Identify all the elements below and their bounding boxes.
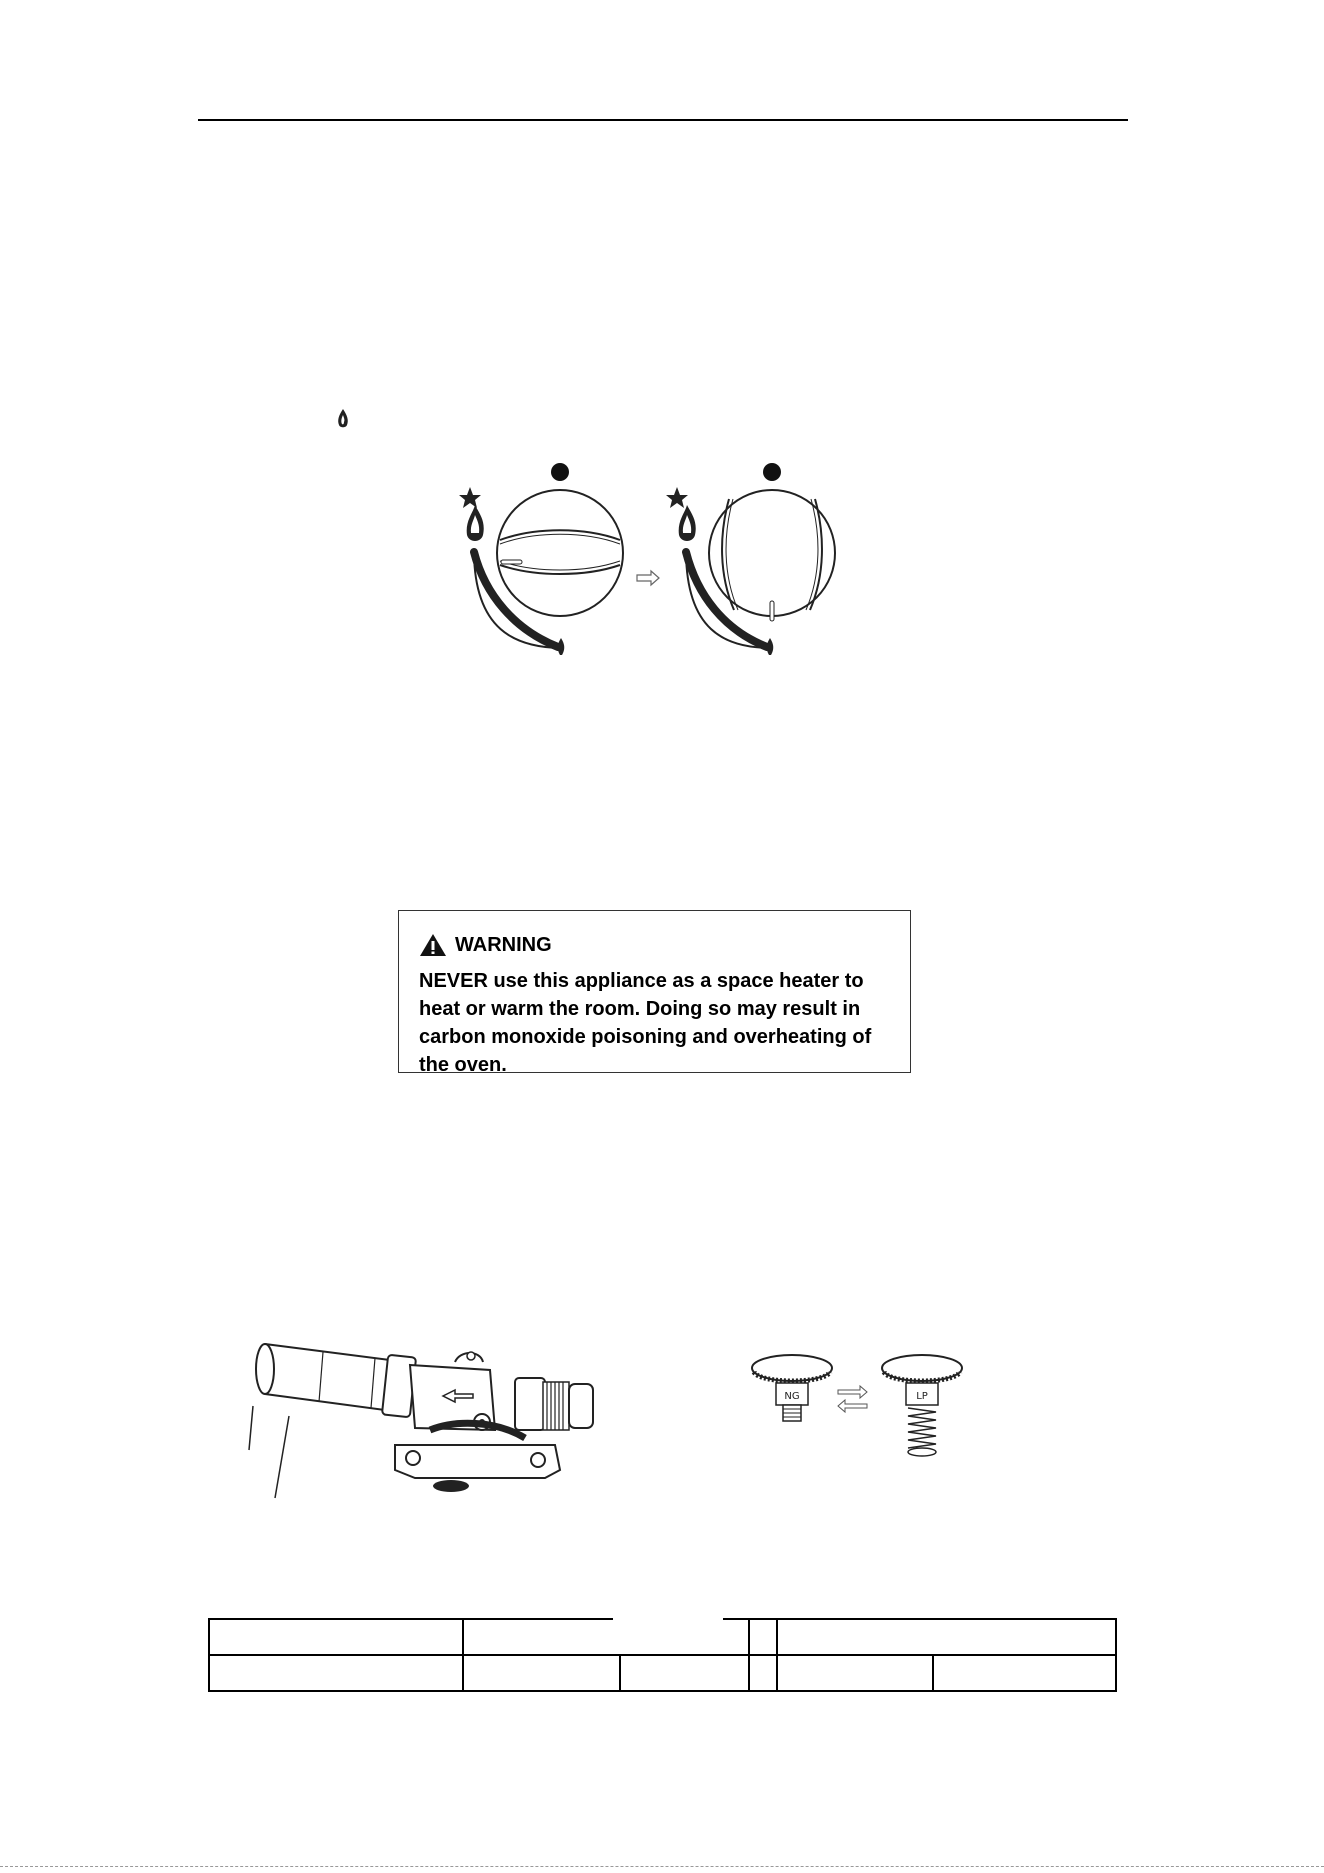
- warning-title: WARNING: [455, 933, 552, 956]
- warning-box: [398, 910, 911, 1076]
- table-row: [209, 1655, 1116, 1691]
- header-rule: [198, 119, 1128, 121]
- table-cell: [463, 1619, 749, 1655]
- table-header-gap: [613, 1617, 723, 1621]
- valve-tip-ng: [752, 1355, 832, 1421]
- valve-tip-conversion: [750, 1350, 970, 1465]
- table-cell: [463, 1655, 620, 1691]
- ng-tip-label: NG: [784, 1391, 800, 1402]
- warning-body: use this appliance as a space heater to heat or warm the room. Doing so may result in carbon monoxide poisoning and overheating of the oven.: [419, 970, 872, 1076]
- warning-triangle-icon: [419, 933, 447, 957]
- gas-valve-illustration: [245, 1330, 615, 1510]
- lp-tip-label: LP: [916, 1391, 928, 1402]
- warning-lead: NEVER: [419, 970, 488, 992]
- table-cell: [209, 1619, 463, 1655]
- table-cell: [933, 1655, 1116, 1691]
- page-bottom-rule: [0, 1866, 1324, 1868]
- warning-header: [419, 933, 890, 957]
- table-cell: [749, 1655, 777, 1691]
- table-row: [209, 1619, 1116, 1655]
- table-cell: [209, 1655, 463, 1691]
- table-cell: [749, 1619, 777, 1655]
- knob-right: [666, 463, 835, 655]
- table-cell: [620, 1655, 749, 1691]
- warning-text: [419, 967, 890, 1079]
- table-cell: [777, 1619, 1116, 1655]
- table-cell: [777, 1655, 933, 1691]
- valve-tip-lp: [882, 1355, 962, 1456]
- knob-left: [459, 463, 623, 655]
- flame-icon: [336, 408, 350, 430]
- specs-table: [208, 1618, 1117, 1692]
- burner-knob-diagram: [455, 455, 875, 675]
